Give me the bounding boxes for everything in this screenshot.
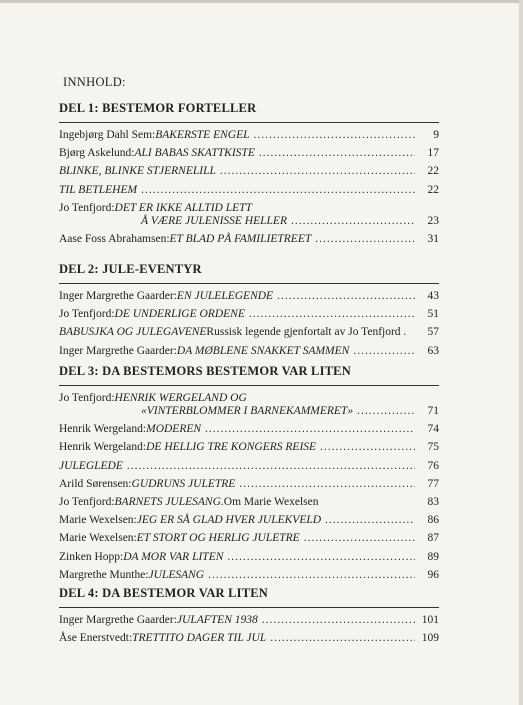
dot-leader [277,290,415,303]
entry-author: Marie Wexelsen: [59,514,137,527]
dot-leader [141,184,415,197]
entry-author: Henrik Wergeland: [59,441,147,454]
page-edge-right [519,0,523,705]
section-title: DEL 4: DA BESTEMOR VAR LITEN [59,586,269,600]
entry-author: Zinken Hopp: [59,550,124,563]
entry-page-number: 43 [427,290,439,302]
dot-leader [227,551,415,564]
entry-page-number: 77 [427,477,439,490]
entry-author: Marie Wexelsen: [59,532,137,545]
page-edge-top [0,0,523,3]
toc-entry-line [59,392,439,405]
entry-author: Jo Tenfjord: [59,392,115,404]
entry-title: DA MØBLENE SNAKKET SAMMEN [176,344,350,357]
toc-entry [59,614,439,627]
entry-page-number: 87 [427,532,439,545]
section-rule [59,607,439,608]
toc-entry [59,147,439,160]
entry-page-number: 22 [427,165,439,178]
toc-entry [59,496,439,509]
toc-entry [59,441,439,454]
entry-title: ET STORT OG HERLIG JULETRE [136,532,300,545]
dot-leader [357,405,415,418]
toc-entry-line [59,632,439,645]
entry-title: EN JULELEGENDE [176,290,274,302]
toc-entry-line [59,202,439,215]
entry-page-number: 83 [427,495,439,508]
toc-entry-line [59,308,439,321]
toc-entry-line [59,551,439,564]
toc-entry-line [59,129,439,142]
entry-page-number: 17 [427,147,439,160]
dot-leader [353,345,415,358]
entry-title: HENRIK WERGELAND OG [114,392,247,404]
toc-entry-line [59,184,439,197]
entry-author: Jo Tenfjord: [59,201,115,214]
toc-entry-line [59,460,439,473]
entry-page-number: 57 [427,326,439,339]
toc-entry [59,460,439,473]
entry-title: DE HELLIG TRE KONGERS REISE [146,441,317,454]
toc-entry [59,632,439,645]
entry-page-number: 74 [427,423,439,436]
entry-author: Ingebjørg Dahl Sem: [59,129,156,141]
dot-leader [249,308,415,321]
toc-entry [59,233,439,246]
toc-entry-line [59,147,439,160]
toc-entry-line [59,614,439,627]
section-del-2 [59,262,439,363]
toc-entry-line [59,514,439,527]
dot-leader [315,233,415,246]
toc-entry [59,514,439,527]
entry-page-number: 96 [427,568,439,581]
section-rule [59,122,439,123]
toc-entry-line [59,569,439,582]
dot-leader [304,532,415,545]
toc-entry [59,478,439,491]
dot-leader [262,614,415,627]
entry-page-number: 109 [421,632,439,645]
entry-title: DE UNDERLIGE ORDENE [114,308,245,321]
toc-entry-line [59,215,439,228]
toc-entry-line [59,233,439,246]
dot-leader [320,441,415,454]
entry-author: Henrik Wergeland: [59,423,147,436]
entry-page-number: 71 [427,405,439,417]
entry-page-number: 89 [427,550,439,563]
entry-title: JULESANG [148,568,205,581]
toc-entry-line [59,290,439,303]
entry-author: Inger Margrethe Gaarder: [59,344,177,357]
entry-page-number: 76 [427,459,439,472]
toc-entry [59,551,439,564]
toc-entry-line [59,532,439,545]
entry-page-number: 23 [427,214,439,227]
section-rule [59,385,439,386]
entry-title: BARNETS JULESANG. [114,495,224,508]
entry-author: Jo Tenfjord: [59,495,115,508]
entry-title: BAKERSTE ENGEL [155,129,250,141]
toc-entry [59,184,439,197]
toc-entry-line [59,441,439,454]
entry-page-number: 22 [427,183,439,196]
dot-leader [127,460,415,473]
toc-entry [59,326,439,339]
dot-leader [270,632,415,645]
entry-page-number: 101 [421,614,439,626]
entry-title: JEG ER SÅ GLAD HVER JULEKVELD [136,514,322,527]
toc-entry [59,308,439,321]
toc-entry-line [59,405,439,418]
dot-leader [325,514,415,527]
entry-title: DA MOR VAR LITEN [123,550,224,563]
entry-author: Bjørg Askelund: [59,147,135,160]
toc-entry-line [59,496,439,509]
entry-title: GUDRUNS JULETRE [131,477,236,490]
entry-title: TIL BETLEHEM [59,183,138,196]
toc-entry [59,392,439,418]
toc-entry [59,569,439,582]
entry-title-continued: Å VÆRE JULENISSE HELLER [141,214,287,227]
toc-entry [59,423,439,436]
entry-author: Inger Margrethe Gaarder: [59,614,177,626]
section-del-4 [59,586,439,650]
toc-entry-line [59,165,439,178]
toc-entry [59,345,439,358]
toc-entry-line [59,345,439,358]
entry-title: BLINKE, BLINKE STJERNELILL [59,165,216,178]
entry-author: Arild Sørensen: [59,477,132,490]
entry-page-number: 9 [433,129,439,141]
section-del-1 [59,101,439,251]
entry-author: Åse Enerstvedt: [59,632,133,645]
toc-entry [59,290,439,303]
entry-author: Inger Margrethe Gaarder: [59,290,177,302]
toc-entry-line [59,326,439,339]
section-del-3 [59,364,439,587]
entry-page-number: 51 [427,308,439,321]
toc-entry [59,532,439,545]
entry-title-continued: «VINTERBLOMMER I BARNEKAMMERET» [141,405,354,417]
entry-title: DET ER IKKE ALLTID LETT [114,201,252,214]
section-title: DEL 1: BESTEMOR FORTELLER [59,101,257,115]
toc-entry [59,129,439,142]
entry-page-number: 86 [427,514,439,527]
section-rule [59,283,439,284]
dot-leader [239,478,415,491]
entry-title: JULEGLEDE [59,459,123,472]
entry-title: BABUSJKA OG JULEGAVENE [59,326,207,339]
entry-page-number: 31 [427,232,439,245]
dot-leader [208,569,415,582]
entry-note: Om Marie Wexelsen [223,495,319,508]
toc-entry-line [59,478,439,491]
dot-leader [205,423,415,436]
dot-leader [254,129,416,142]
entry-page-number: 63 [427,344,439,357]
toc-entry [59,165,439,178]
entry-note: Russisk legende gjenfortalt av Jo Tenfjord . [206,326,407,339]
toc-entry-line [59,423,439,436]
entry-title: ALI BABAS SKATTKISTE [134,147,255,160]
dot-leader [220,165,415,178]
dot-leader [291,215,415,228]
entry-author: Margrethe Munthe: [59,568,149,581]
dot-leader [259,147,415,160]
entry-author: Aase Foss Abrahamsen: [59,232,170,245]
entry-title: TRETTITO DAGER TIL JUL [132,632,267,645]
entry-title: ET BLAD PÅ FAMILIETREET [169,232,312,245]
entry-title: MODEREN [146,423,202,436]
contents-heading: INNHOLD: [63,75,126,89]
entry-title: JULAFTEN 1938 [176,614,258,626]
section-title: DEL 2: JULE-EVENTYR [59,262,202,276]
entry-author: Jo Tenfjord: [59,308,115,321]
toc-entry [59,202,439,228]
section-title: DEL 3: DA BESTEMORS BESTEMOR VAR LITEN [59,364,351,378]
entry-page-number: 75 [427,441,439,454]
